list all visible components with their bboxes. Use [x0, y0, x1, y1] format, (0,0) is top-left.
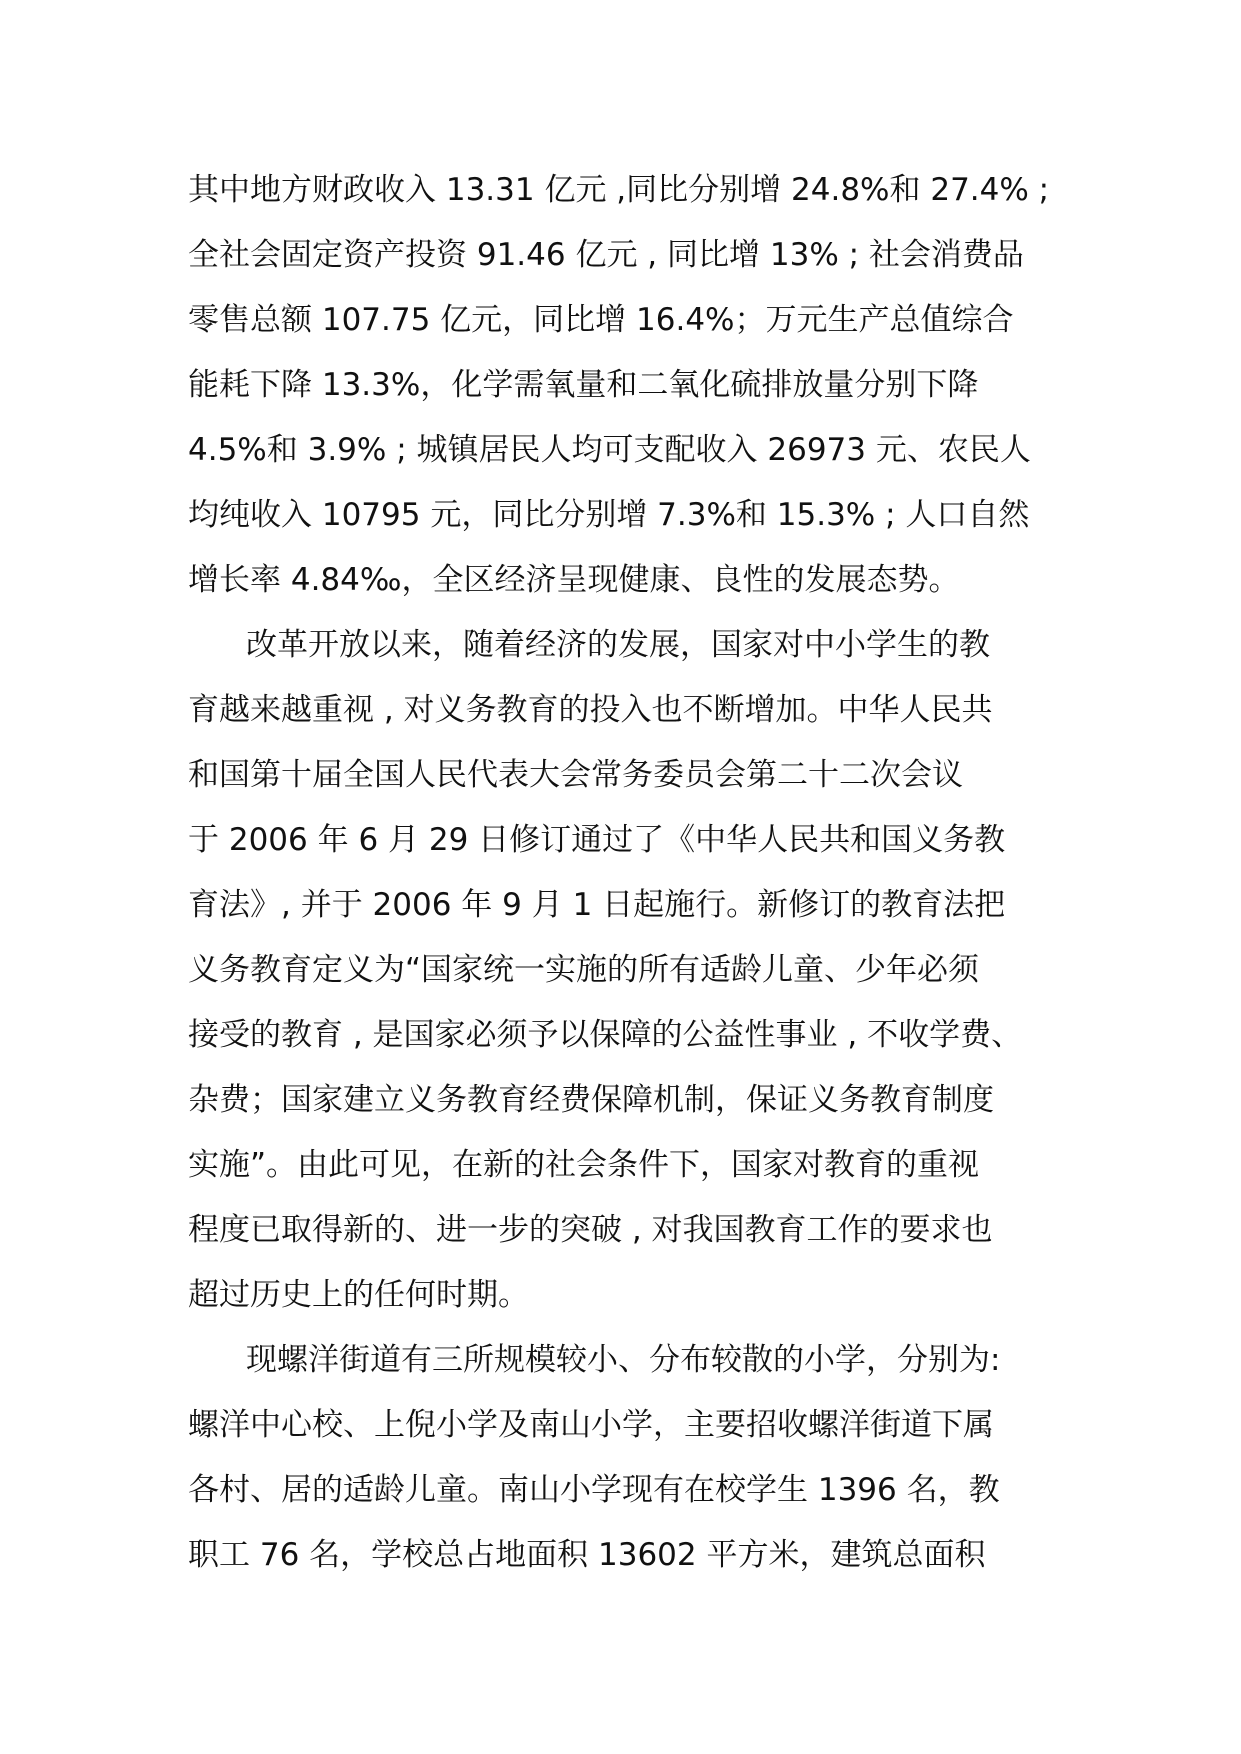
text-line: 各村、居的适龄儿童。南山小学现有在校学生 1396 名，教	[188, 1472, 1000, 1508]
text-line: 零售总额 107.75 亿元，同比增 16.4%；万元生产总值综合	[188, 302, 1014, 338]
body-text	[188, 158, 1054, 1588]
text-line: 义务教育定义为“国家统一实施的所有适龄儿童、少年必须	[188, 952, 980, 988]
text-line: 能耗下降 13.3%，化学需氧量和二氧化硫排放量分别下降	[188, 367, 979, 403]
text-line: 杂费；国家建立义务教育经费保障机制，保证义务教育制度	[188, 1082, 994, 1118]
text-line: 职工 76 名，学校总占地面积 13602 平方米，建筑总面积	[188, 1537, 986, 1573]
text-line: 全社会固定资产投资 91.46 亿元 , 同比增 13% ; 社会消费品	[188, 237, 1024, 273]
paragraph-first-line: 改革开放以来，随着经济的发展，国家对中小学生的教	[246, 627, 990, 663]
text-line: 4.5%和 3.9% ; 城镇居民人均可支配收入 26973 元、农民人	[188, 432, 1031, 468]
text-line: 接受的教育 , 是国家必须予以保障的公益性事业 , 不收学费、	[188, 1017, 1023, 1053]
text-line: 育法》, 并于 2006 年 9 月 1 日起施行。新修订的教育法把	[188, 887, 1006, 923]
text-line: 和国第十届全国人民代表大会常务委员会第二十二次会议	[188, 757, 963, 793]
text-line: 程度已取得新的、进一步的突破 , 对我国教育工作的要求也	[188, 1212, 993, 1248]
text-line: 于 2006 年 6 月 29 日修订通过了《中华人民共和国义务教	[188, 822, 1006, 858]
text-line: 增长率 4.84‰，全区经济呈现健康、良性的发展态势。	[188, 562, 960, 598]
text-line: 均纯收入 10795 元，同比分别增 7.3%和 15.3% ; 人口自然	[188, 497, 1030, 533]
text-line: 超过历史上的任何时期。	[188, 1277, 529, 1313]
text-line: 育越来越重视 , 对义务教育的投入也不断增加。中华人民共	[188, 692, 993, 728]
text-line: 螺洋中心校、上倪小学及南山小学，主要招收螺洋街道下属	[188, 1407, 994, 1443]
text-line: 实施”。由此可见，在新的社会条件下，国家对教育的重视	[188, 1147, 980, 1183]
text-line: 其中地方财政收入 13.31 亿元 ,同比分别增 24.8%和 27.4% ;	[188, 172, 1050, 208]
paragraph-first-line: 现螺洋街道有三所规模较小、分布较散的小学，分别为:	[246, 1342, 1001, 1378]
